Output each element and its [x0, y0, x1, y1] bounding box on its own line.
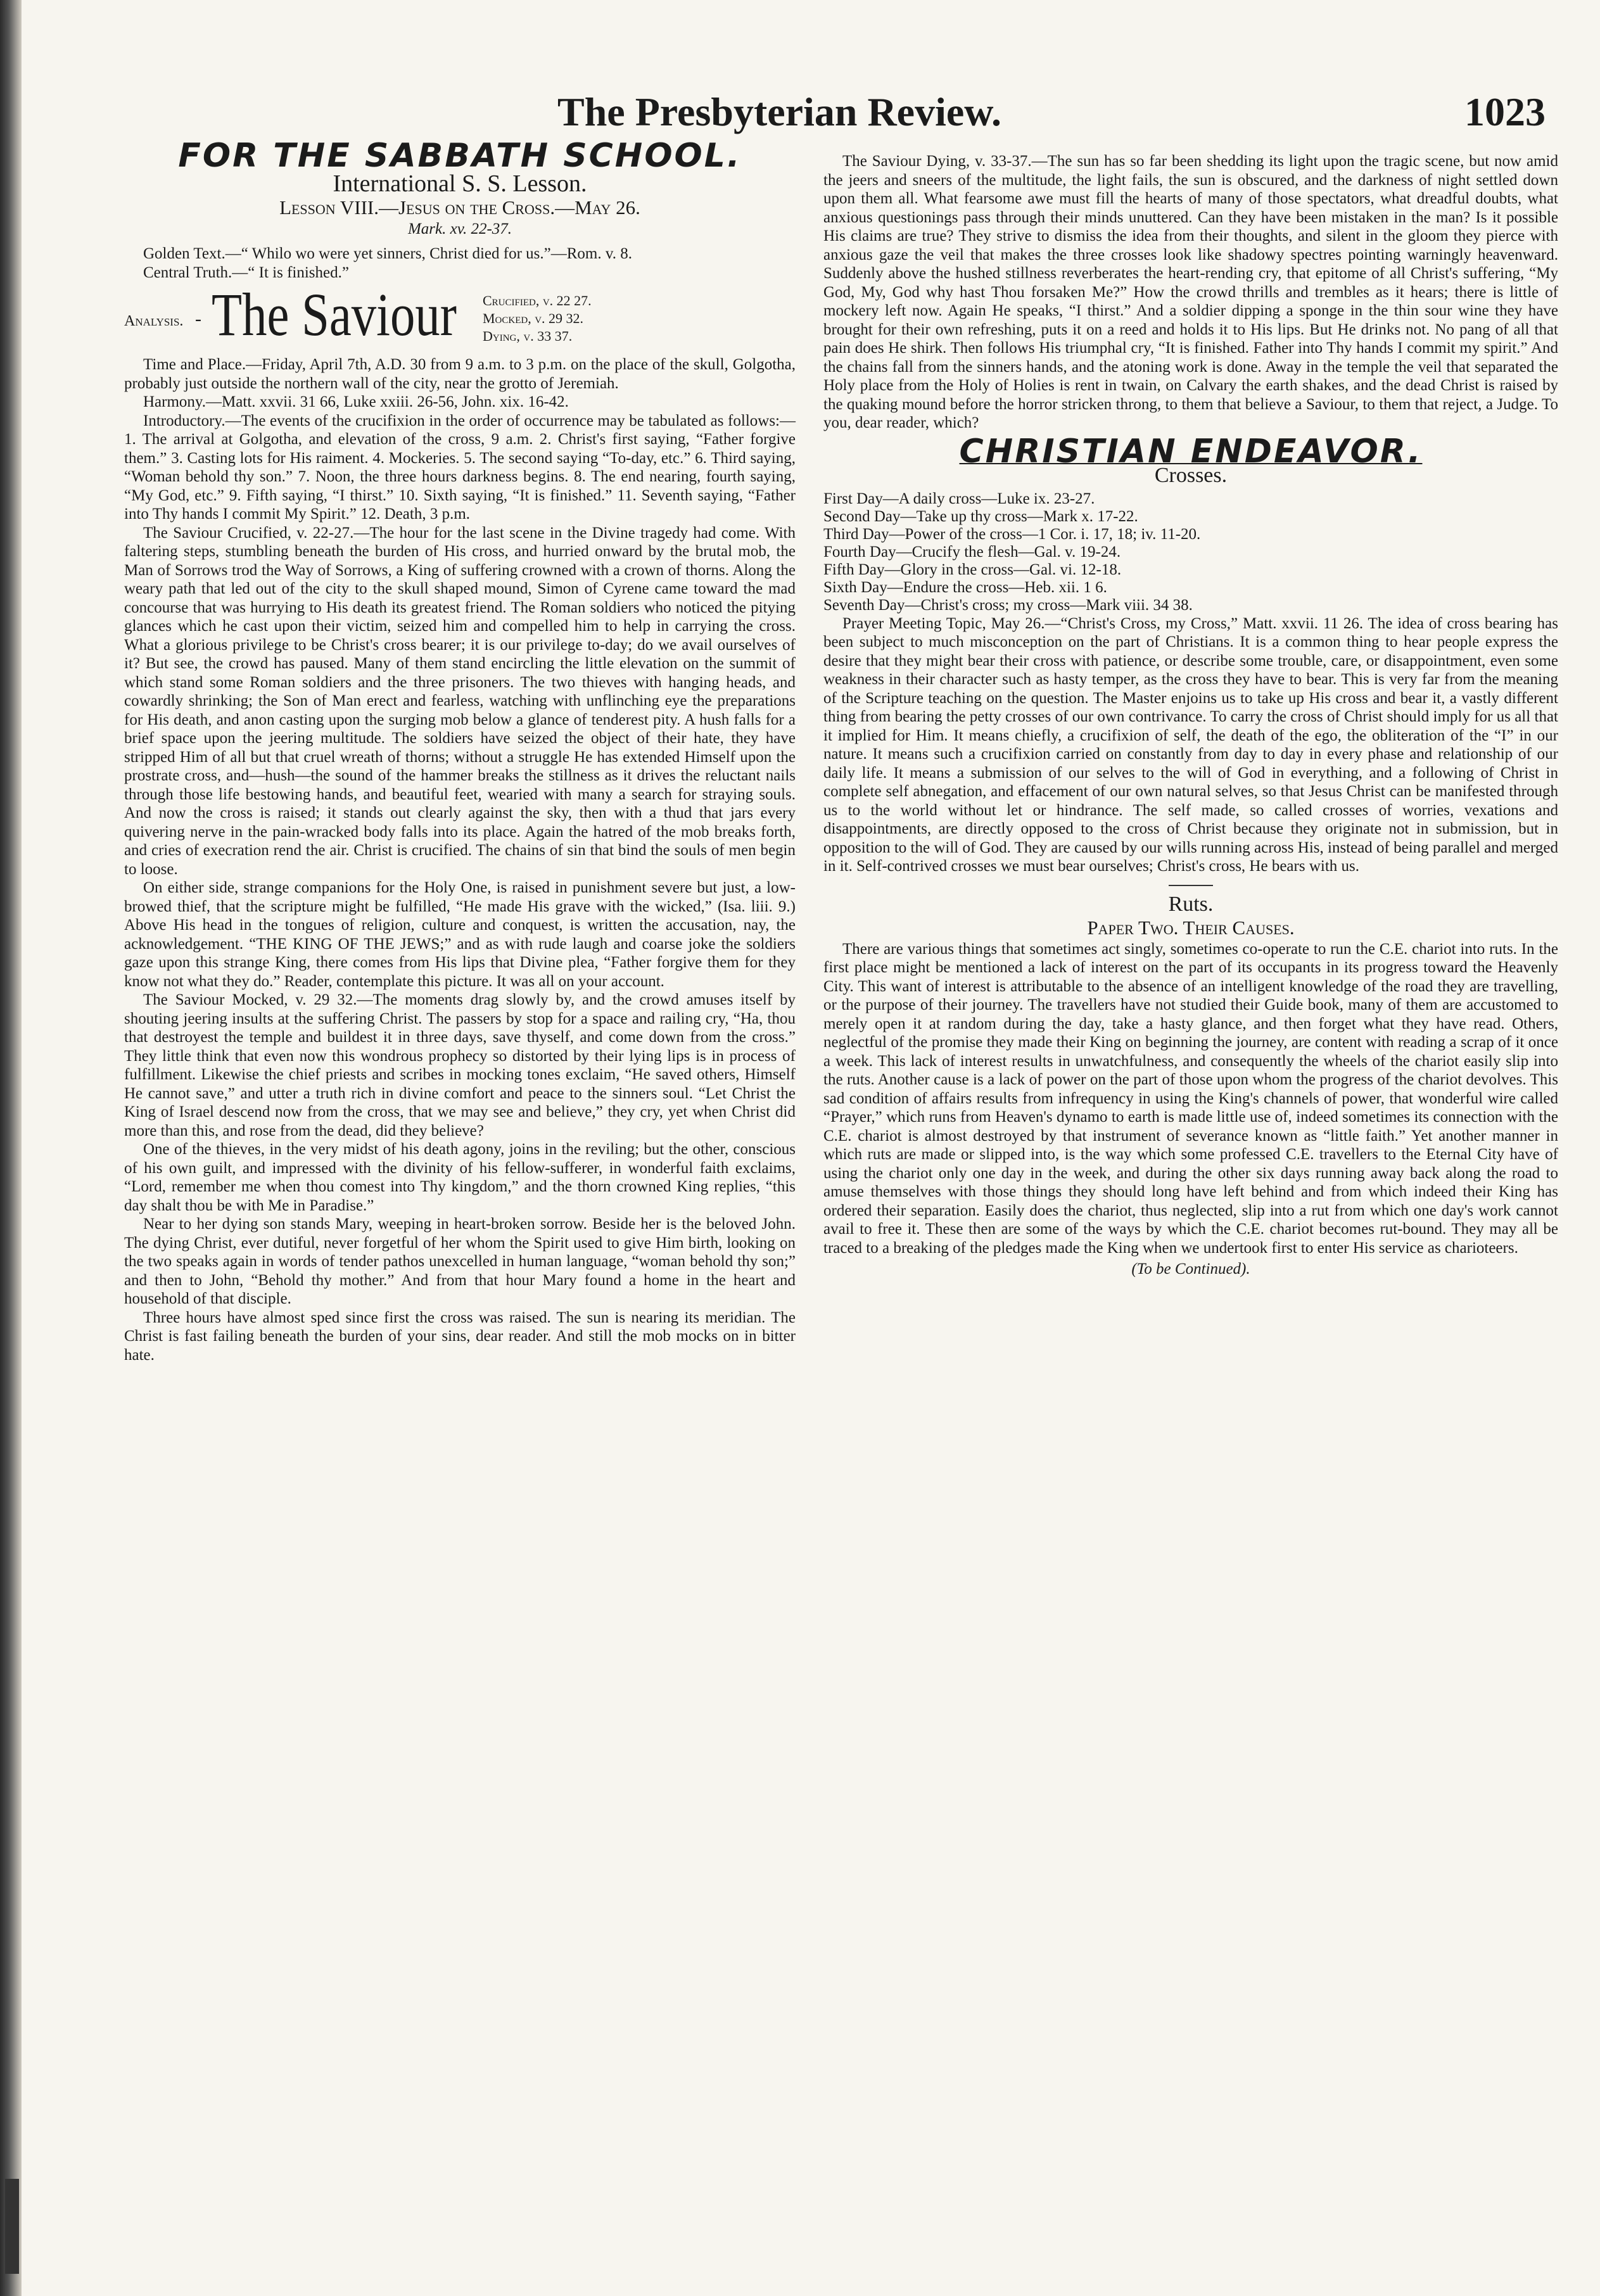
- right-column: [823, 152, 1558, 1279]
- ruts-paragraph: There are various things that sometimes act singly, sometimes co-operate to run the C.E. chariot into ruts. In the first place might be mentioned a lack of interest on the part of its occupants in its progress toward the Heavenly City. This want of interest is attributable to the absence of an intelligent knowledge of the road they are travelling, or the purpose of their journey. The travellers have not studied their Guide book, many of them are accustomed to merely open it at random during the day, take a hasty glance, and then forget what they have read. Others, neglectful of the promise they made their King on beginning the journey, are content with reading a scrap of it once a week. This lack of interest results in unwatchfulness, and consequently the wheels of the chariot easily slip into the ruts. Another cause is a lack of power on the part of those upon whom the progress of the chariot devolves. This sad condition of affairs results from infrequency in using the King's channels of power, that wonderful wire called “Prayer,” which runs from Heaven's dynamo to earth is made little use of, indeed sometimes its connection with the C.E. chariot is almost destroyed by that instrument of severance known as “little faith.” Yet another manner in which ruts are made or slipped into, is the way which some professed C.E. travellers to the Eternal City have of using the chariot only one day in the week, and during the other six days running away back along the road to amuse themselves with those things they should long have left behind and from which indeed their King has ordered their separation. Easily does the chariot, thus neglected, slip into a rut from which one day's work cannot avail to free it. These then are some of the ways by which the C.E. chariot becomes rut-bound. They may all be traced to a breaking of the pledges made the King when we undertook first to enter His service as charioteers.: [823, 940, 1558, 1257]
- analysis-parts: [483, 292, 592, 345]
- left-column: [124, 137, 796, 1364]
- daily-reading: First Day—A daily cross—Luke ix. 23-27.: [823, 490, 1095, 507]
- daily-reading: Sixth Day—Endure the cross—Heb. xii. 1 6.: [823, 578, 1107, 596]
- christian-endeavor-title: CHRISTIAN ENDEAVOR.: [959, 432, 1423, 471]
- binding-mark: [5, 2179, 19, 2274]
- crosses-heading: Crosses.: [1154, 464, 1228, 487]
- golden-text: Golden Text.—“ Whilo wo were yet sinners, Christ died for us.”—Rom. v. 8.: [143, 245, 632, 262]
- crucified-paragraph: The Saviour Crucified, v. 22-27.—The hour for the last scene in the Divine tragedy had come. With faltering steps, stumbling beneath the burden of His cross, and hurried onward by the brutal mob, the Man of Sorrows trod the Way of Sorrows, a King of suffering crowned with a crown of thorns. Along the weary path that led out of the city to the skull shaped mound, Simon of Cyrene came toward the mad concourse that was hurrying to His death its greatest friend. The Roman soldiers who noticed the pitying glances which he cast upon their victim, seized him and compelled him to help in carrying the cross. What a glorious privilege to be Christ's cross bearer; it is our privilege to-day; do we avail ourselves of it? But see, the crowd has paused. Many of them stand encircling the little elevation on the summit of which stand some Roman soldiers and the three prisoners. The two thieves with hanging heads, and cowardly shrinking; the Son of Man erect and fearless, watching with unflinching eye the preparations for His death, and anon casting upon the surging mob below a glance of tenderest pity. A hush falls for a brief space upon the jeering multitude. The soldiers have seized the object of their hate, they have stripped Him of all but that cruel wreath of thorns; without a struggle He has extended Himself upon the prostrate cross, and—hush—the sound of the hammer breaks the stillness as it drives the reluctant nails through those life bestowing hands, and beautiful feet, wearied with many a search for straying souls. And now the cross is raised; it stands out clearly against the sky, then with a thud that jars every quivering nerve in the pain-wracked body falls into its place. Again the hatred of the mob breaks forth, and cries of execration rend the air. Christ is crucified. The chains of sin that bind the souls of men begin to loose.: [124, 524, 796, 878]
- ruts-heading: Ruts.: [1168, 892, 1214, 916]
- harmony: Harmony.—Matt. xxvii. 31 66, Luke xxiii. 26-56, John. xix. 16-42.: [143, 393, 569, 410]
- prayer-meeting-paragraph: Prayer Meeting Topic, May 26.—“Christ's Cross, my Cross,” Matt. xxvii. 11 26. The idea of cross bearing has been subject to much misconception on the part of Christians. It is a common thing to hear people express the desire that they might bear their cross with patience, or describe some trouble, care, or disappointment, even some weakness in their character such as hasty temper, as the cross they have to bear. This is very far from the meaning of the Scripture teaching on the question. The Master enjoins us to take up His cross and bear it, a vastly different thing from bearing the petty crosses of our own contrivance. To carry the cross of Christ should imply for us all that it implied for Him. It means chiefly, a crucifixion of self, the death of the ego, the obliteration of the “I” in our nature. It means such a crucifixion carried on constantly from day to day in every phase and relationship of our daily life. It means a submission of our selves to the will of God in everything, and a following of Christ in complete self abnegation, and effacement of our own natural selves, so that Jesus Christ can be manifested through us to the world without let or hindrance. The self made, so called crosses of worries, vexations and disappointments, are directly opposed to the cross of Christ because they originate not in submission, but in opposition to the will of God. They are caused by our wills running across His, instead of being parallel and merged in it. Self-contrived crosses we must bear ourselves; Christ's cross, He bears with us.: [823, 614, 1558, 875]
- scripture-reference: Mark. xv. 22-37.: [407, 220, 512, 238]
- analysis-heading: The Saviour: [212, 281, 457, 348]
- analysis-part: Crucified, v. 22 27.: [483, 293, 592, 308]
- daily-reading: Fourth Day—Crucify the flesh—Gal. v. 19-24.: [823, 543, 1121, 561]
- page-number: 1023: [1464, 89, 1546, 134]
- mary-paragraph: Near to her dying son stands Mary, weeping in heart-broken sorrow. Beside her is the beloved John. The dying Christ, ever dutiful, never forgetful of her whom the Spirit used to give Him birth, looking on the two speaks again in words of tender pathos unexcelled in human language, “woman behold thy son;” and then to John, “Behold thy mother.” And from that hour Mary found a home in the heart and household of that disciple.: [124, 1215, 796, 1307]
- lesson-series-title: International S. S. Lesson.: [333, 170, 587, 197]
- daily-reading: Seventh Day—Christ's cross; my cross—Mark viii. 34 38.: [823, 596, 1193, 614]
- daily-reading: Second Day—Take up thy cross—Mark x. 17-22.: [823, 507, 1138, 525]
- thieves-paragraph: One of the thieves, in the very midst of his death agony, joins in the reviling; but the other, conscious of his own guilt, and impressed with the divinity of his fellow-sufferer, in wonderful faith exclaims, “Lord, remember me when thou comest into Thy kingdom,” and the thorn crowned King replies, “this day shalt thou be with Me in Paradise.”: [124, 1141, 796, 1214]
- analysis-part: Mocked, v. 29 32.: [483, 310, 584, 326]
- mocked-paragraph: The Saviour Mocked, v. 29 32.—The moments drag slowly by, and the crowd amuses itself by shouting jeering insults at the suffering Christ. The passers by stop for a space and railing cry, “Ha, thou that destroyest the temple and buildest it in three days, save thyself, and come down from the cross.” They little think that even now this wondrous prophecy so distorted by their lying lips is in process of fulfillment. Likewise the chief priests and scribes in mocking tones exclaim, “He saved others, Himself He cannot save,” and utter a truth rich in divine comfort and peace to the sinners soul. “Let Christ the King of Israel descend now from the cross, that we may see and believe,” they cry, yet when Christ did more than this, and rose from the dead, did they believe?: [124, 991, 796, 1139]
- introductory-paragraph: Introductory.—The events of the crucifixion in the order of occurrence may be tabulated as follows:—1. The arrival at Golgotha, and elevation of the cross, 9 a.m. 2. Christ's first saying, “Father forgive them.” 3. Casting lots for His raiment. 4. Mockeries. 5. The second saying “To-day, etc.” 6. Third saying, “Woman behold thy son.” 7. Noon, the three hours darkness begins. 8. The end nearing, fourth saying, “My God, etc.” 9. Fifth saying, “I thirst.” 10. Sixth saying, “It is finished.” 11. Seventh saying, “Father into Thy hands I commit My Spirit.” 12. Death, 3 p.m.: [124, 412, 796, 523]
- daily-reading: Third Day—Power of the cross—1 Cor. i. 17, 18; iv. 11-20.: [823, 525, 1201, 543]
- page-header: [557, 89, 1546, 139]
- central-truth: Central Truth.—“ It is finished.”: [143, 263, 349, 281]
- continued-note: (To be Continued).: [1131, 1260, 1250, 1278]
- lesson-heading: Lesson VIII.—Jesus on the Cross.—May 26.: [279, 196, 640, 219]
- either-side-paragraph: On either side, strange companions for the Holy One, is raised in punishment severe but just, a low-browed thief, that the scripture might be fulfilled, “He made His grave with the wicked,” (Isa. liii. 9.) Above His head in the tongues of religion, culture and conquest, is written the accusation, nay, the acknowledgement. “THE KING OF THE JEWS;” and as with rude laugh and coarse joke the soldiers gaze upon this strange King, there comes from His lips that Divine plea, “Father forgive them for they know not what they do.” Reader, contemplate this picture. It was all on your account.: [124, 879, 796, 990]
- analysis-label: Analysis.: [124, 313, 184, 329]
- analysis-block: [124, 281, 796, 352]
- running-head: The Presbyterian Review.: [557, 89, 1001, 134]
- sabbath-school-title: FOR THE SABBATH SCHOOL.: [178, 137, 742, 175]
- daily-reading: Fifth Day—Glory in the cross—Gal. vi. 12-18.: [823, 561, 1122, 578]
- dying-paragraph: The Saviour Dying, v. 33-37.—The sun has so far been shedding its light upon the tragic scene, but now amid the jeers and sneers of the multitude, the light fails, the sun is obscured, and the darkness of night settled down upon them all. What fearsome awe must fill the hearts of many of those spectators, what dreadful doubts, what anxious questionings pass through their minds unuttered. Can they have been mistaken in the man? Is it possible His claims are true? They strive to dismiss the idea from their thoughts, and silent in the gloom they pierce with anxious gaze the veil that makes the three crosses look like shadowy spectres pointing warningly heavenward. Suddenly above the hushed stillness reverberates the heart-rending cry, that epitome of all Christ's suffering, “My God, My, God why hast Thou forsaken Me?” How the crowd thrills and trembles as it hears; there is little of mockery left now. Again He speaks, “I thirst.” And a soldier dipping a sponge in the thin sour wine they have brought for their own refreshing, puts it on a reed and holds it to His lips. But He drinks not. No pang of all that pain does He shirk. Then follows His triumphal cry, “It is finished. Father into Thy hands I commit my spirit.” And the chains fall from the sinners hands, and the atoning work is done. Away in the temple the veil that separated the Holy place from the Holy of Holies is rent in twain, on Calvary the earth shakes, and the dead Christ is raised by the quaking mound before the horror stricken throng, to them that believe a Saviour, to them that reject, a Judge. To you, dear reader, which?: [823, 153, 1558, 431]
- section-divider: [1169, 885, 1213, 886]
- three-hours-paragraph: Three hours have almost sped since first the cross was raised. The sun is nearing its meridian. The Christ is fast failing beneath the burden of your sins, dear reader. And still the mob mocks on in bitter hate.: [124, 1309, 796, 1364]
- analysis-part: Dying, v. 33 37.: [483, 328, 573, 344]
- daily-readings: [823, 490, 1558, 614]
- analysis-dash: -: [195, 308, 201, 329]
- ruts-subheading: Paper Two. Their Causes.: [1087, 916, 1295, 939]
- binding-edge: [0, 0, 22, 2296]
- time-and-place: Time and Place.—Friday, April 7th, A.D. 30 from 9 a.m. to 3 p.m. on the place of the skull, Golgotha, probably just outside the northern wall of the city, near the grotto of Jeremiah.: [124, 356, 796, 392]
